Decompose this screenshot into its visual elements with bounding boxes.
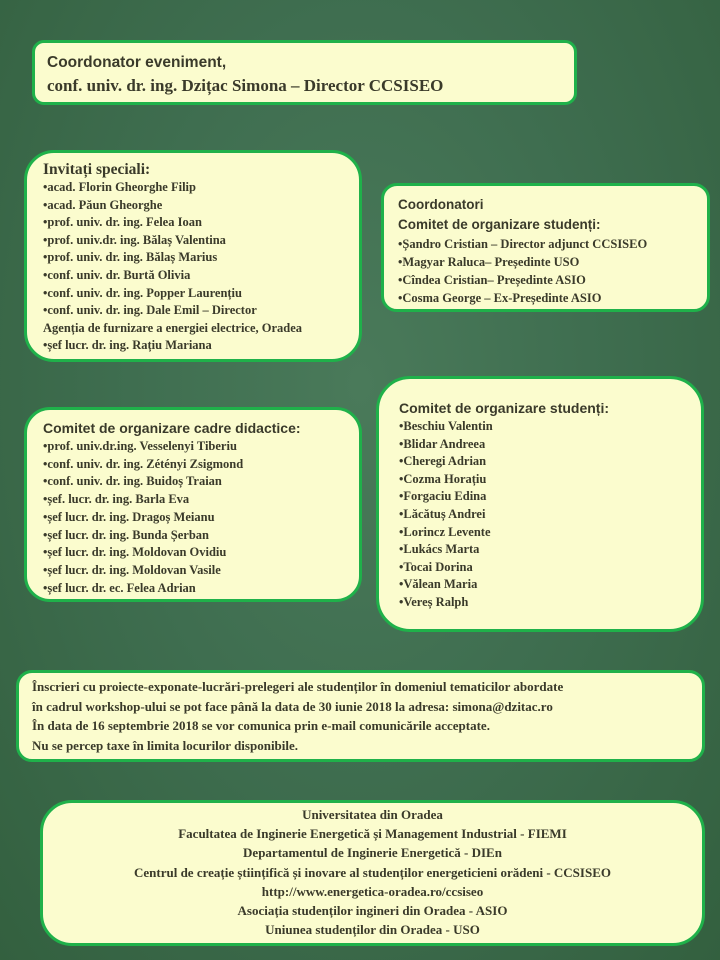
institutions-box (40, 800, 705, 946)
student-member-item: •Beschiu Valentin (399, 419, 493, 433)
guest-item: Agenția de furnizare a energiei electrice, Oradea (43, 320, 303, 335)
guest-item: •prof. univ.dr. ing. Bălaș Valentina (43, 232, 226, 247)
institution-line: Facultatea de Inginerie Energetică și Management Industrial - FIEMI (178, 826, 567, 842)
institution-line: Universitatea din Oradea (302, 807, 443, 822)
guest-item: •prof. univ. dr. ing. Felea Ioan (43, 215, 202, 230)
teaching-member-item: •prof. univ.dr.ing. Vesselenyi Tiberiu (43, 439, 237, 453)
student-committee-title: Comitet de organizare studenți: (399, 400, 610, 416)
coordinator-item: •Șandro Cristian – Director adjunct CCSISEO (398, 237, 648, 251)
student-member-item: •Cozma Horațiu (399, 471, 487, 486)
coordinator-item: •Magyar Raluca– Președinte USO (398, 255, 580, 269)
registration-info-box (16, 670, 705, 762)
student-member-item: •Forgaciu Edina (399, 489, 487, 504)
registration-line: Înscrieri cu proiecte-exponate-lucrări-prelegeri ale studenților în domeniul tematicilor abordate (32, 679, 564, 694)
special-guests-title: Invitați speciali: (43, 161, 151, 178)
registration-line: Nu se percep taxe în limita locurilor disponibile. (32, 737, 299, 753)
teaching-member-item: •șef lucr. dr. ing. Dragoș Meianu (43, 509, 215, 524)
student-member-item: •Blidar Andreea (399, 436, 486, 451)
teaching-member-item: •șef lucr. dr. ing. Bunda Șerban (43, 527, 209, 542)
guest-item: •conf. univ. dr. Burtă Olivia (43, 267, 191, 282)
teaching-member-item: •șef lucr. dr. ec. Felea Adrian (43, 580, 196, 595)
registration-line: În data de 16 septembrie 2018 se vor comunica prin e-mail comunicările acceptate. (32, 718, 490, 733)
teaching-member-item: •șef lucr. dr. ing. Moldovan Ovidiu (43, 545, 227, 560)
event-coordinator-box (32, 40, 577, 105)
institution-line: Centrul de creație științifică și inovare al studenților energeticieni orădeni - CCSISEO (134, 864, 611, 880)
registration-line: în cadrul workshop-ului se pot face până la data de 30 iunie 2018 la adresa: simona@dzitac.ro (32, 698, 553, 714)
special-guests-box (24, 150, 362, 362)
guest-item: •prof. univ. dr. ing. Bălaș Marius (43, 250, 218, 265)
website-link[interactable]: http://www.energetica-oradea.ro/ccsiseo (261, 883, 484, 899)
coordinator-heading: Coordonator eveniment, (47, 54, 227, 71)
student-member-item: •Vereș Ralph (399, 594, 469, 609)
coordinator-item: •Cîndea Cristian– Președinte ASIO (398, 273, 586, 287)
coordinator-name: conf. univ. dr. ing. Dzițac Simona – Director CCSISEO (47, 76, 444, 95)
student-coordinators-subtitle: Comitet de organizare studenți: (398, 217, 601, 232)
student-coordinators-title: Coordonatori (398, 197, 484, 212)
guest-item: •acad. Păun Gheorghe (43, 197, 163, 212)
student-member-item: •Lăcătuș Andrei (399, 506, 486, 521)
guest-item: •acad. Florin Gheorghe Filip (43, 180, 196, 194)
institution-line: Uniunea studenților din Oradea - USO (265, 922, 480, 938)
coordinator-item: •Cosma George – Ex-Președinte ASIO (398, 291, 602, 305)
guest-item: •conf. univ. dr. ing. Dale Emil – Director (43, 303, 257, 318)
student-member-item: •Tocai Dorina (399, 559, 473, 574)
teaching-committee-title: Comitet de organizare cadre didactice: (43, 420, 301, 436)
teaching-committee-box (24, 407, 362, 602)
teaching-member-item: •șef. lucr. dr. ing. Barla Eva (43, 492, 190, 507)
student-coordinators-box (381, 183, 710, 312)
institution-line: Departamentul de Inginerie Energetică - DIEn (243, 845, 502, 861)
teaching-member-item: •șef lucr. dr. ing. Moldovan Vasile (43, 562, 221, 577)
student-member-item: •Vălean Maria (399, 577, 478, 592)
teaching-member-item: •conf. univ. dr. ing. Zétényi Zsigmond (43, 456, 244, 471)
student-committee-box (376, 376, 704, 632)
teaching-member-item: •conf. univ. dr. ing. Buidoș Traian (43, 474, 222, 489)
guest-item: •șef lucr. dr. ing. Rațiu Mariana (43, 338, 212, 353)
institution-line: Asociația studenților ingineri din Oradea - ASIO (237, 903, 508, 919)
student-member-item: •Lukács Marta (399, 542, 480, 557)
student-member-item: •Cheregi Adrian (399, 454, 487, 469)
student-member-item: •Lorincz Levente (399, 524, 491, 539)
guest-item: •conf. univ. dr. ing. Popper Laurențiu (43, 285, 242, 300)
